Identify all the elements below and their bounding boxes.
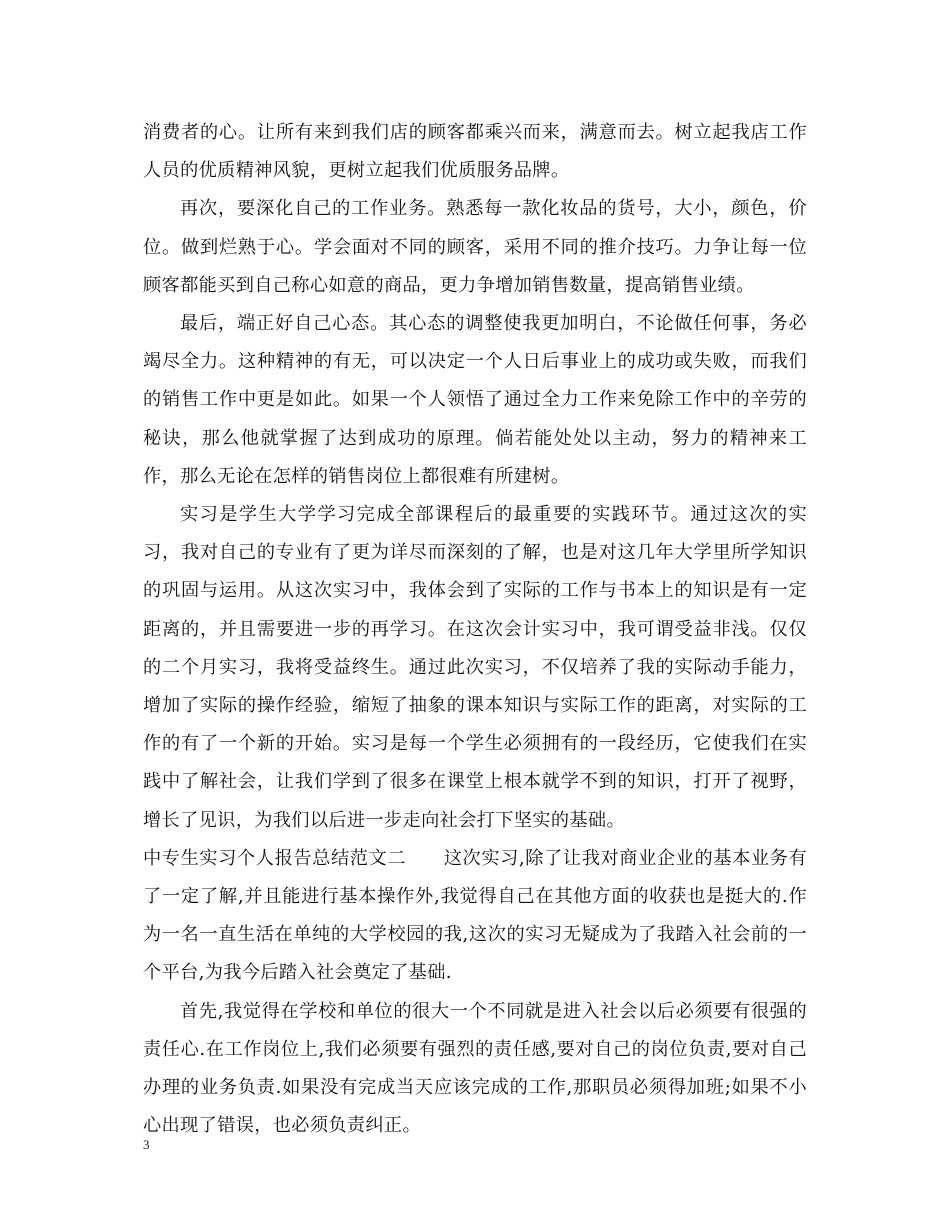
paragraph-5: 中专生实习个人报告总结范文二 这次实习,除了让我对商业企业的基本业务有了一定了解,并且能进行基本操作外,我觉得自己在其他方面的收获也是挺大的.作为一名一直生活在单纯的大学校园的我,这次的实习无疑成为了我踏入社会前的一个平台,为我今后踏入社会奠定了基础.	[143, 847, 807, 984]
paragraph-3: 最后，端正好自己心态。其心态的调整使我更加明白，不论做任何事，务必竭尽全力。这种精神的有无，可以决定一个人日后事业上的成功或失败，而我们的销售工作中更是如此。如果一个人领悟了通过全力工作来免除工作中的辛劳的秘诀，那么他就掌握了达到成功的原理。倘若能处处以主动，努力的精神来工作，那么无论在怎样的销售岗位上都很难有所建树。	[143, 313, 807, 487]
paragraph-2: 再次，要深化自己的工作业务。熟悉每一款化妆品的货号，大小，颜色，价位。做到烂熟于心。学会面对不同的顾客，采用不同的推介技巧。力争让每一位顾客都能买到自己称心如意的商品，更力争增加销售数量，提高销售业绩。	[143, 198, 807, 296]
paragraph-6: 首先,我觉得在学校和单位的很大一个不同就是进入社会以后必须要有很强的责任心.在工作岗位上,我们必须要有强烈的责任感,要对自己的岗位负责,要对自己办理的业务负责.如果没有完成当天应该完成的工作,那职员必须得加班;如果不小心出现了错误，也必须负责纠正。	[143, 1000, 807, 1137]
paragraph-1: 消费者的心。让所有来到我们店的顾客都乘兴而来，满意而去。树立起我店工作人员的优质精神风貌，更树立起我们优质服务品牌。	[143, 122, 807, 182]
page-number: 3	[143, 1137, 150, 1152]
document-body	[143, 114, 807, 1145]
paragraph-4: 实习是学生大学学习完成全部课程后的最重要的实践环节。通过这次的实习，我对自己的专业有了更为详尽而深刻的了解，也是对这几年大学里所学知识的巩固与运用。从这次实习中，我体会到了实际的工作与书本上的知识是有一定距离的，并且需要进一步的再学习。在这次会计实习中，我可谓受益非浅。仅仅的二个月实习，我将受益终生。通过此次实习，不仅培养了我的实际动手能力，增加了实际的操作经验，缩短了抽象的课本知识与实际工作的距离，对实际的工作的有了一个新的开始。实习是每一个学生必须拥有的一段经历，它使我们在实践中了解社会，让我们学到了很多在课堂上根本就学不到的知识，打开了视野，增长了见识，为我们以后进一步走向社会打下坚实的基础。	[143, 504, 807, 831]
